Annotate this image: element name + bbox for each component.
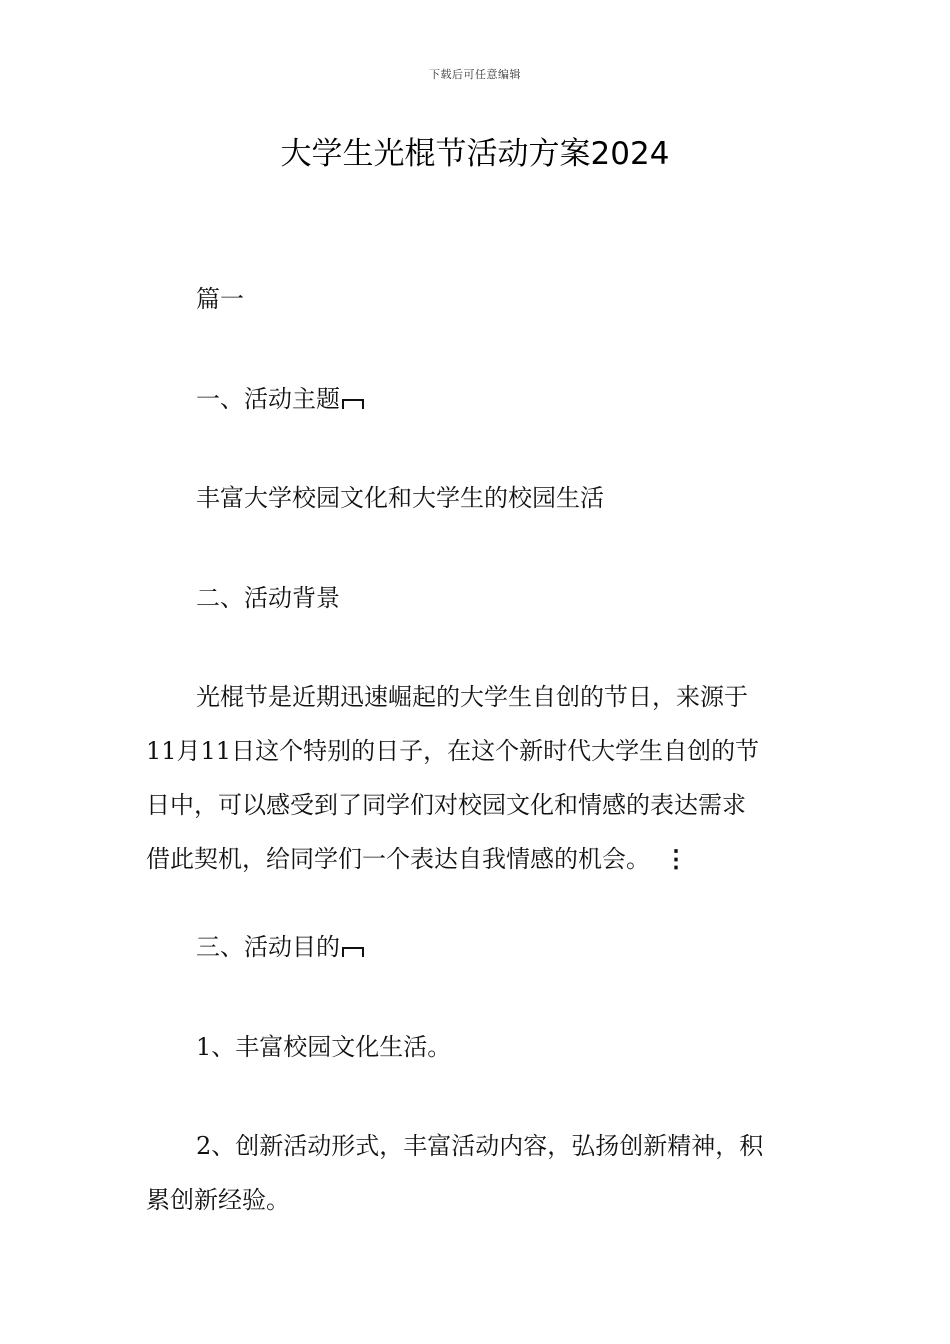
vertical-dots-icon: ⋮ [664, 844, 688, 873]
background-line: 光棍节是近期迅速崛起的大学生自创的节日，来源于 [196, 683, 748, 711]
bracket-mark-icon [342, 399, 364, 409]
purpose-line: 累创新经验。 [146, 1186, 290, 1214]
document-title: 大学生光棍节活动方案2024 [280, 136, 670, 172]
heading-activity-background: 二、活动背景 [196, 584, 340, 612]
background-line: 11月11日这个特别的日子，在这个新时代大学生自创的节 [146, 737, 760, 765]
header-note: 下载后可任意编辑 [429, 68, 521, 81]
background-line: 借此契机，给同学们一个表达自我情感的机会。 ⋮ [146, 844, 688, 873]
bracket-mark-icon [342, 947, 364, 957]
purpose-item-1: 1、丰富校园文化生活。 [196, 1033, 452, 1061]
paragraph-theme: 丰富大学校园文化和大学生的校园生活 [196, 484, 604, 512]
heading-activity-theme: 一、活动主题 [146, 372, 808, 427]
purpose-line: 2、创新活动形式，丰富活动内容，弘扬创新精神，积 [196, 1132, 764, 1160]
background-line: 日中，可以感受到了同学们对校园文化和情感的表达需求 [146, 791, 746, 819]
heading-activity-purpose: 三、活动目的 [146, 920, 808, 975]
section-label: 篇一 [196, 285, 244, 313]
